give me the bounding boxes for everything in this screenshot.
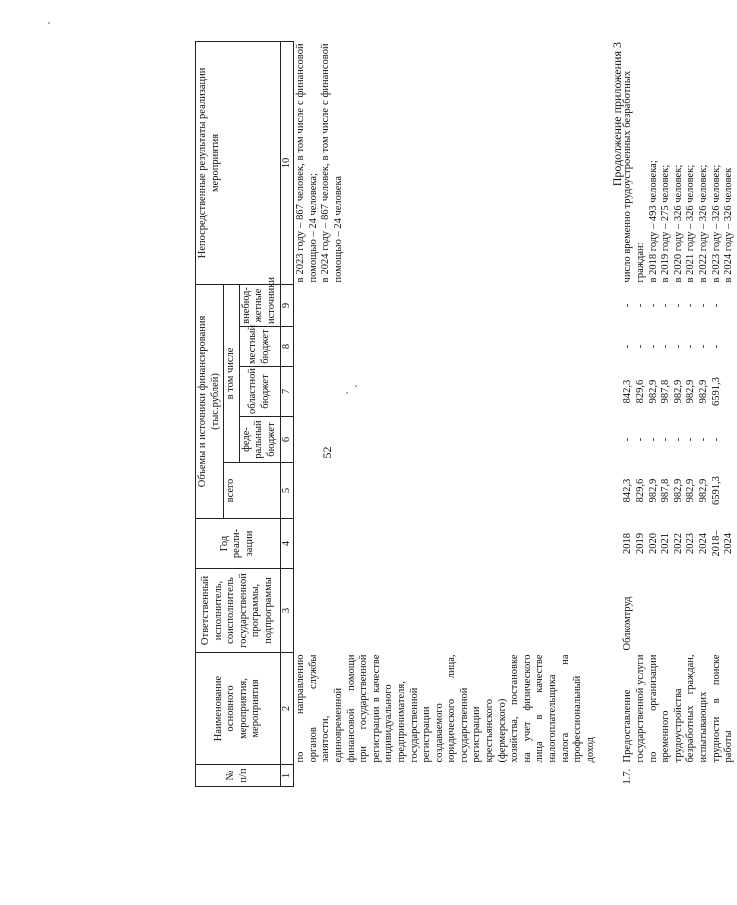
row-17-name: Предоставление государственной услуги по организации временного трудоустройства безработных граждан, испытывающих трудности в поиске работы: [622, 654, 735, 763]
header-total: всего: [224, 463, 280, 519]
col-number: 6: [280, 417, 294, 463]
row-17-local: - - - - - - - -: [622, 344, 722, 349]
header-including: в том числе: [224, 284, 240, 462]
row-17-total: 842,3 829,6 982,9 987,8 982,9 982,9 982,9 6591,3: [622, 476, 722, 505]
row-17-offbudget: - - - - - - - -: [622, 303, 722, 308]
row-17-results: число временно трудоустроенных безработных граждан: в 2018 году – 493 человека; в 2019 году – 275 человек; в 2020 году – 326 человек; в 2021 году – 326 человек; в 2022 году – 326 человек; в 2023 году – 326 человек; в 2024 году – 326 человек: [622, 70, 735, 283]
col-number: 10: [280, 41, 294, 284]
header-results: Непосредственные результаты реализации мероприятия: [196, 41, 281, 284]
program-table: [195, 41, 737, 787]
header-local: местный бюджет: [239, 327, 280, 367]
col-number: 8: [280, 327, 294, 367]
header-funding: Объемы и источники финансирования (тыс.рублей): [196, 284, 224, 518]
header-offbudget: внебюд-жетные источники: [239, 284, 280, 326]
header-no: № п/п: [196, 765, 281, 787]
header-year: Год реали-зации: [196, 519, 281, 569]
header-regional: областной бюджет: [239, 367, 280, 417]
col-number: 2: [280, 653, 294, 765]
row-17-executor: Облкомтруд: [622, 596, 634, 651]
col-number: 1: [280, 765, 294, 787]
row-cont-name: по направлению органов службы занятости, единовременной финансовой помощи при государственной регистрации в качестве индивидуального предпринимателя, государственной регистрации создаваемого юридического лица, государственной регистрации крестьянского (фермерского) хозяйства, постановке на учет физического лица в качестве налогоплательщика налога на профессиональный доход: [295, 654, 596, 763]
row-17-years: 2018 2019 2020 2021 2022 2023 2024 2018–2024: [622, 530, 735, 557]
col-number: 5: [280, 463, 294, 519]
row-cont-results: в 2023 году – 867 человек, в том числе с финансовой помощью – 24 человека; в 2024 году – 867 человек, в том числе с финансовой помощью – 24 человека: [295, 43, 344, 283]
continuation-label: Продолжение приложения 3: [610, 42, 624, 187]
column-number-row: [280, 41, 294, 786]
header-row-1: [196, 41, 224, 786]
table-row-continued: [294, 41, 599, 786]
row-17-regional: 842,3 829,6 982,9 987,8 982,9 982,9 982,9 6591,3: [622, 377, 722, 406]
col-number: 4: [280, 519, 294, 569]
row-17-federal: - - - - - - - -: [622, 437, 722, 442]
header-executor: Ответственный исполнитель, соисполнитель государственной программы, подпрограммы: [196, 569, 281, 653]
col-number: 9: [280, 284, 294, 326]
page-number: 52: [320, 446, 334, 459]
col-number: 3: [280, 569, 294, 653]
table-row-1-7: [598, 41, 736, 786]
header-name: Наименование основного мероприятия, мероприятия: [196, 653, 281, 765]
row-17-no: 1.7.: [622, 768, 634, 785]
col-number: 7: [280, 367, 294, 417]
header-federal: феде-ральный бюджет: [239, 417, 280, 463]
